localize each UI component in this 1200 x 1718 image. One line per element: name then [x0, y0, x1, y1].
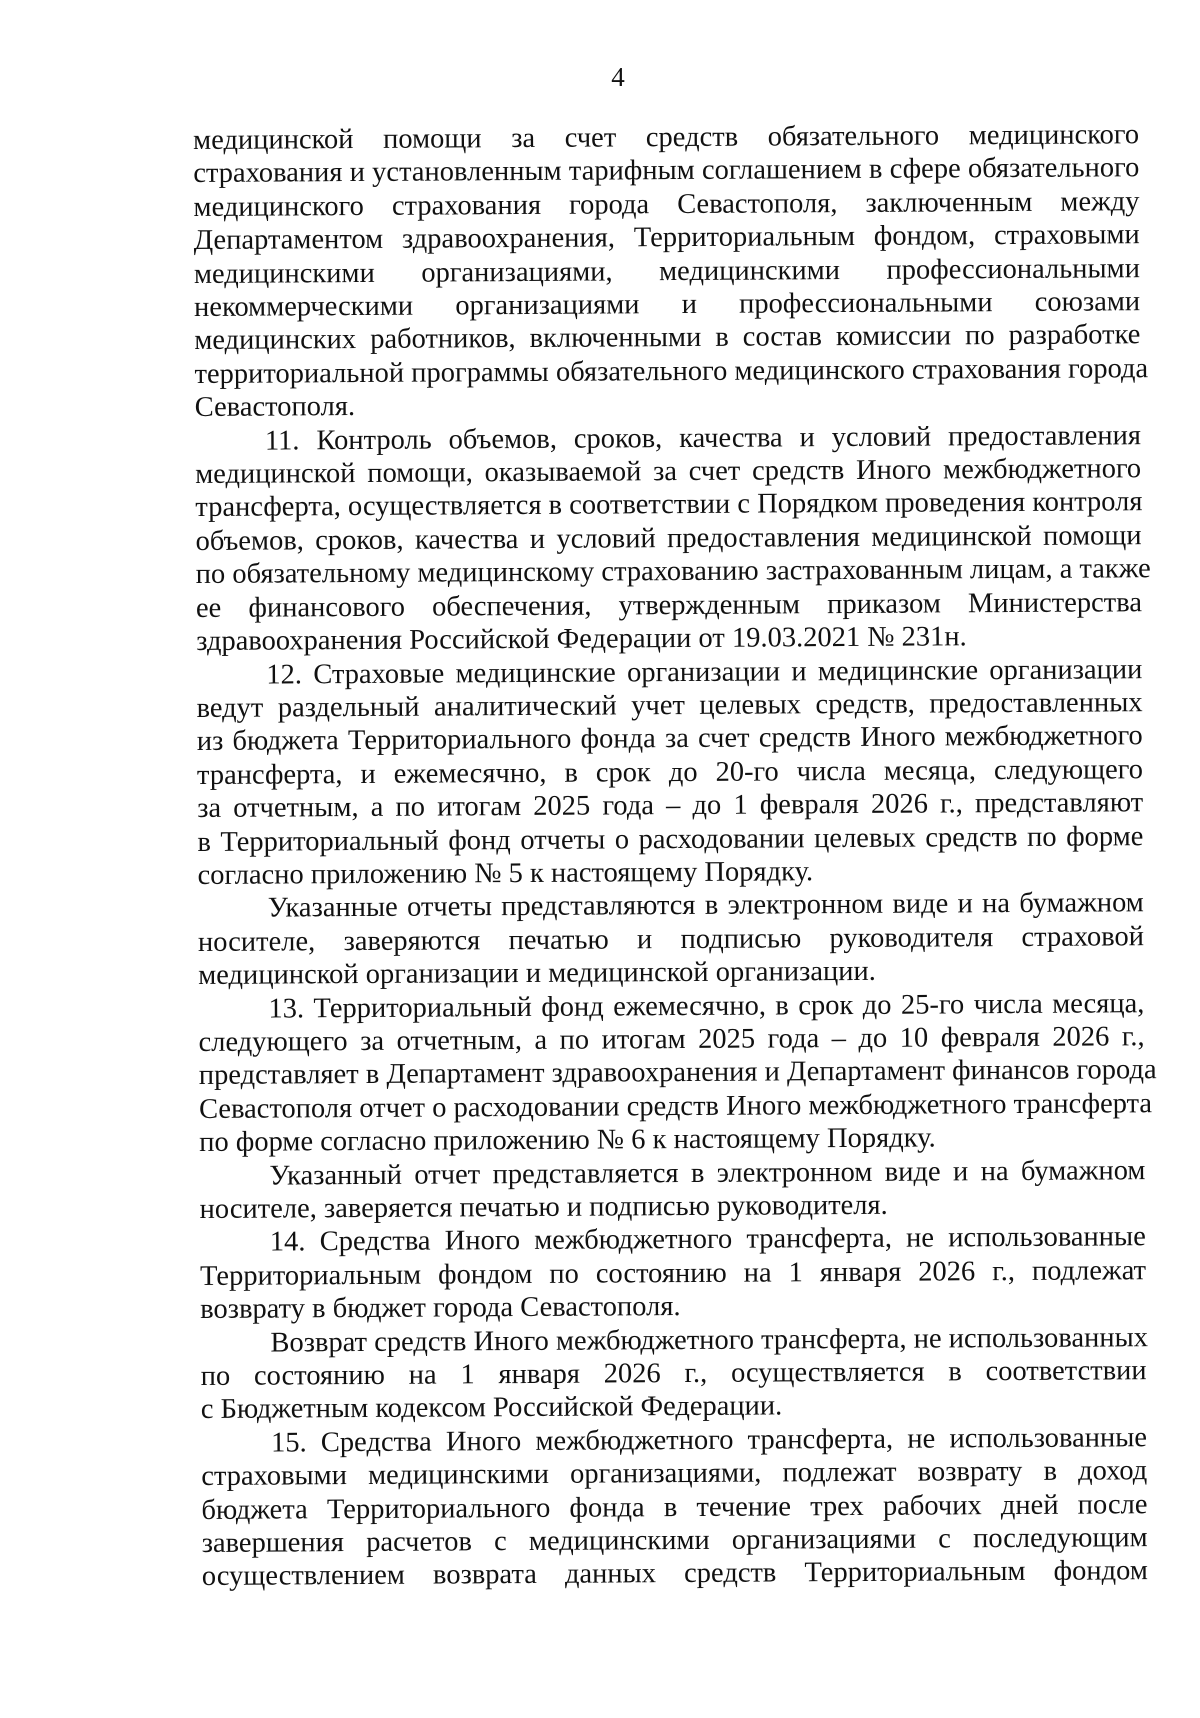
- document-body: [193, 118, 1157, 1594]
- text-line: 12. Страховые медицинские организации и медицинские организации: [266, 653, 1143, 691]
- text-line: осуществлением возврата данных средств Территориальным фондом: [201, 1555, 1148, 1593]
- text-line: по состоянию на 1 января 2026 г., осуществляется в соответствии: [200, 1355, 1147, 1393]
- text-line: страхования и установленным тарифным соглашением в сфере обязательного: [193, 152, 1140, 190]
- text-line: Территориальным фондом по состоянию на 1 января 2026 г., подлежат: [199, 1255, 1147, 1292]
- paragraph-item-12: [196, 653, 1143, 893]
- text-line: в Территориальный фонд отчеты о расходовании целевых средств по форме: [197, 820, 1144, 858]
- text-line: Указанные отчеты представляются в электронном виде и на бумажном: [267, 887, 1144, 924]
- text-line: медицинской помощи, оказываемой за счет средств Иного межбюджетного: [195, 453, 1142, 491]
- text-line: 13. Территориальный фонд ежемесячно, в срок до 25-го числа месяца,: [268, 987, 1145, 1025]
- text-line: по обязательному медицинскому страхованию застрахованным лицам, а также: [195, 553, 1151, 591]
- text-line: возврату в бюджет города Севастополя.: [200, 1291, 681, 1326]
- text-line: объемов, сроков, качества и условий предоставления медицинской помощи: [195, 520, 1142, 557]
- text-line: следующего за отчетным, а по итогам 2025 года – до 10 февраля 2026 г.,: [198, 1021, 1145, 1058]
- text-line: территориальной программы обязательного медицинского страхования города: [194, 353, 1149, 390]
- text-line: завершения расчетов с медицинскими организациями с последующим: [201, 1522, 1148, 1560]
- paragraph-item-14: [200, 1221, 1147, 1327]
- text-line: Департаментом здравоохранения, Территориальным фондом, страховыми: [193, 219, 1140, 257]
- text-line: Севастополя.: [194, 391, 356, 424]
- text-line: страховыми медицинскими организациями, подлежат возврату в доход: [201, 1455, 1148, 1493]
- text-line: трансферта, и ежемесячно, в срок до 20-го числа месяца, следующего: [196, 753, 1144, 791]
- paragraph-intro-continuation: [193, 118, 1149, 424]
- text-line: бюджета Территориального фонда в течение трех рабочих дней после: [201, 1488, 1148, 1526]
- text-line: здравоохранения Российской Федерации от 19.03.2021 № 231н.: [196, 621, 967, 658]
- text-line: трансферта, осуществляется в соответствии с Порядком проведения контроля: [195, 486, 1143, 524]
- text-line: по форме согласно приложению № 6 к настоящему Порядку.: [199, 1122, 936, 1159]
- text-line: за отчетным, а по итогам 2025 года – до 1 февраля 2026 г., представляют: [197, 787, 1144, 825]
- text-line: Севастополя отчет о расходовании средств Иного межбюджетного трансферта: [198, 1087, 1153, 1125]
- paragraph-item-12-reports: [198, 887, 1145, 993]
- paragraph-item-13-report: [199, 1154, 1145, 1227]
- text-line: медицинских работников, включенными в состав комиссии по разработке: [194, 319, 1141, 357]
- text-line: ее финансового обеспечения, утвержденным приказом Министерства: [195, 586, 1143, 624]
- paragraph-item-15: [201, 1421, 1148, 1594]
- text-line: 14. Средства Иного межбюджетного трансферта, не использованные: [269, 1221, 1146, 1258]
- text-line: медицинской помощи за счет средств обязательного медицинского: [193, 119, 1140, 156]
- text-line: некоммерческими организациями и профессиональными союзами: [194, 286, 1141, 324]
- text-line: медицинского страхования города Севастополя, заключенным между: [193, 186, 1140, 223]
- paragraph-item-14-return: [200, 1321, 1147, 1427]
- text-line: представляет в Департамент здравоохранения и Департамент финансов города: [198, 1054, 1157, 1092]
- text-line: из бюджета Территориального фонда за счет средств Иного межбюджетного: [196, 720, 1143, 758]
- text-line: носителе, заверяется печатью и подписью руководителя.: [199, 1189, 888, 1225]
- text-line: 15. Средства Иного межбюджетного трансферта, не использованные: [270, 1422, 1148, 1459]
- text-line: медицинской организации и медицинской организации.: [198, 956, 876, 992]
- page-number: 4: [611, 62, 625, 92]
- text-line: носителе, заверяются печатью и подписью руководителя страховой: [197, 920, 1145, 958]
- text-line: Возврат средств Иного межбюджетного трансферта, не использованных: [270, 1321, 1149, 1359]
- text-line: ведут раздельный аналитический учет целевых средств, предоставленных: [196, 687, 1143, 724]
- text-line: медицинскими организациями, медицинскими профессиональными: [193, 252, 1140, 290]
- text-line: с Бюджетным кодексом Российской Федерации.: [200, 1390, 783, 1426]
- paragraph-item-11: [195, 419, 1151, 659]
- text-line: 11. Контроль объемов, сроков, качества и условий предоставления: [264, 419, 1142, 457]
- paragraph-item-13: [198, 987, 1157, 1160]
- text-line: Указанный отчет представляется в электронном виде и на бумажном: [269, 1154, 1146, 1192]
- text-line: согласно приложению № 5 к настоящему Порядку.: [197, 856, 814, 891]
